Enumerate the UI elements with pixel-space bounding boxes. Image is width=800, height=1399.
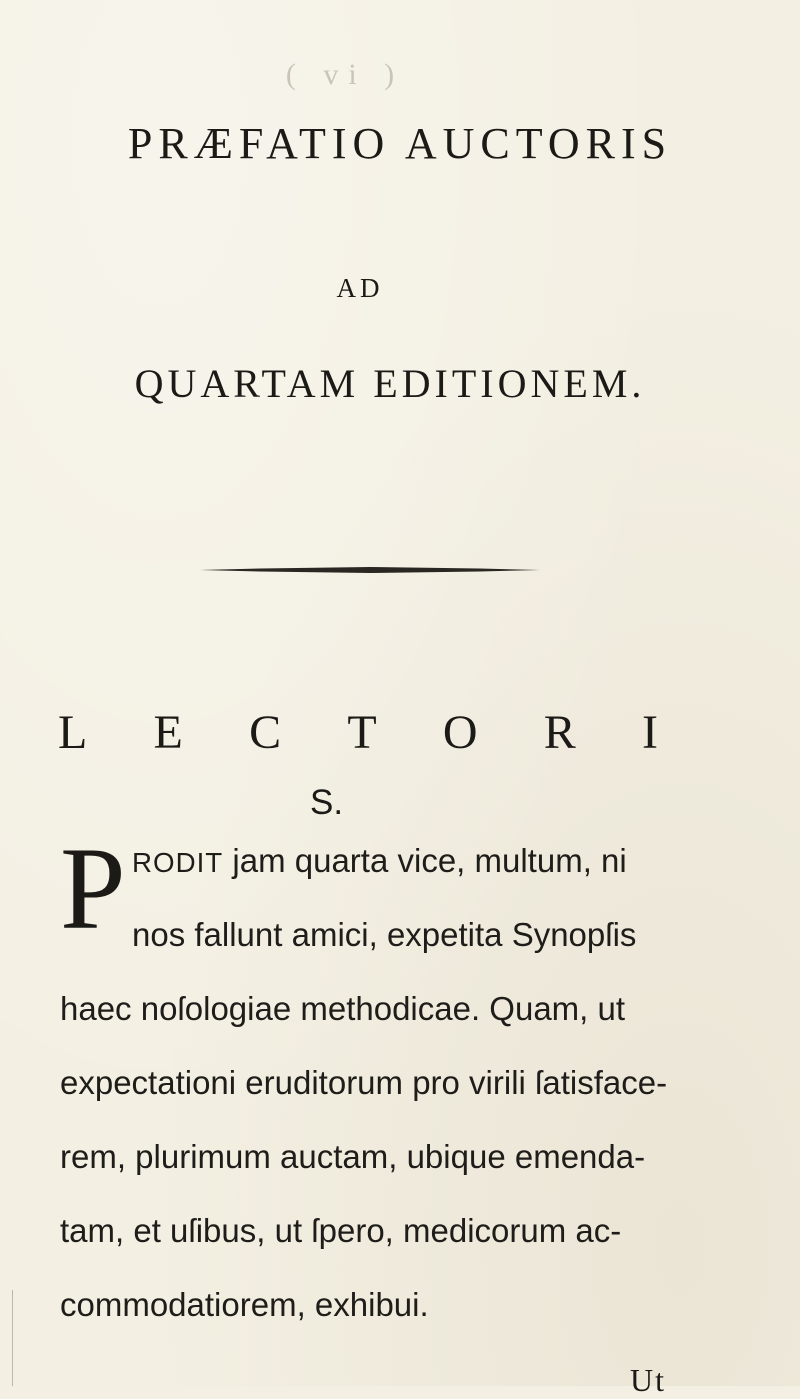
address-letter: C [249,706,282,759]
text-line-4: expectationi eruditorum pro virili ſatisface- [60,1064,668,1101]
title-connector: AD [336,273,384,303]
text-line-6: tam, et uſibus, ut ſpero, medicorum ac- [60,1212,622,1249]
address-letter: R [543,706,576,759]
salutation: S. [310,783,344,822]
address-letter: L [58,706,88,759]
address-letter: I [642,706,658,759]
address-heading [58,705,658,760]
text-line-1 [132,842,782,880]
address-letter: E [153,706,183,759]
text-line-7: commodatiorem, exhibui. [60,1286,429,1323]
address-letter: O [442,706,478,759]
binding-edge [0,1290,13,1386]
page-number-mark: ( vi ) [285,58,405,91]
catchword: Ut [630,1362,666,1398]
first-word-caps: RODIT [132,847,224,878]
text-line-1-rest: jam quarta vice, multum, ni [223,842,627,879]
text-line-5: rem, plurimum auctam, ubique emenda- [60,1138,646,1175]
text-line-3: haec noſologiae methodicae. Quam, ut [60,990,626,1027]
preface-title: PRÆFATIO AUCTORIS [127,119,673,168]
address-letter: T [347,706,377,759]
drop-capital: P [60,823,126,954]
edition-title: QUARTAM EDITIONEM. [134,361,646,406]
text-line-2: nos fallunt amici, expetita Synopſis [132,916,637,953]
ornamental-rule [200,565,540,575]
